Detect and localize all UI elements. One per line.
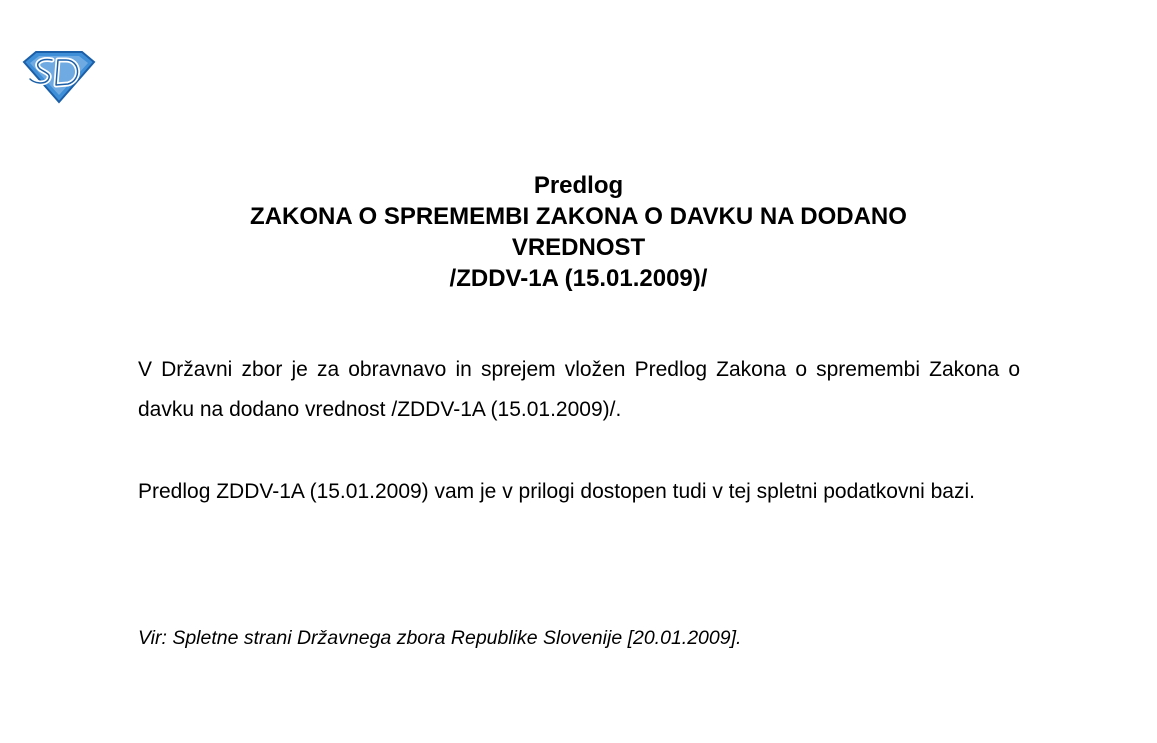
source-citation: Vir: Spletne strani Državnega zbora Republike Slovenije [20.01.2009]. xyxy=(138,627,742,649)
body-paragraph-2: Predlog ZDDV-1A (15.01.2009) vam je v prilogi dostopen tudi v tej spletni podatkovni bazi. xyxy=(138,480,975,503)
document-title xyxy=(0,170,1157,294)
title-line-law-name: ZAKONA O SPREMEMBI ZAKONA O DAVKU NA DODANO xyxy=(250,203,907,230)
sd-shield-logo-icon xyxy=(22,48,96,104)
title-line-law-code: /ZDDV-1A (15.01.2009)/ xyxy=(449,265,708,292)
body-paragraph-1: V Državni zbor je za obravnavo in sprejem vložen Predlog Zakona o spremembi Zakona o davku na dodano vrednost /ZDDV-1A (15.01.2009)/. xyxy=(138,358,1020,421)
title-line-predlog: Predlog xyxy=(533,172,624,199)
title-line-law-name-cont: VREDNOST xyxy=(511,234,646,261)
